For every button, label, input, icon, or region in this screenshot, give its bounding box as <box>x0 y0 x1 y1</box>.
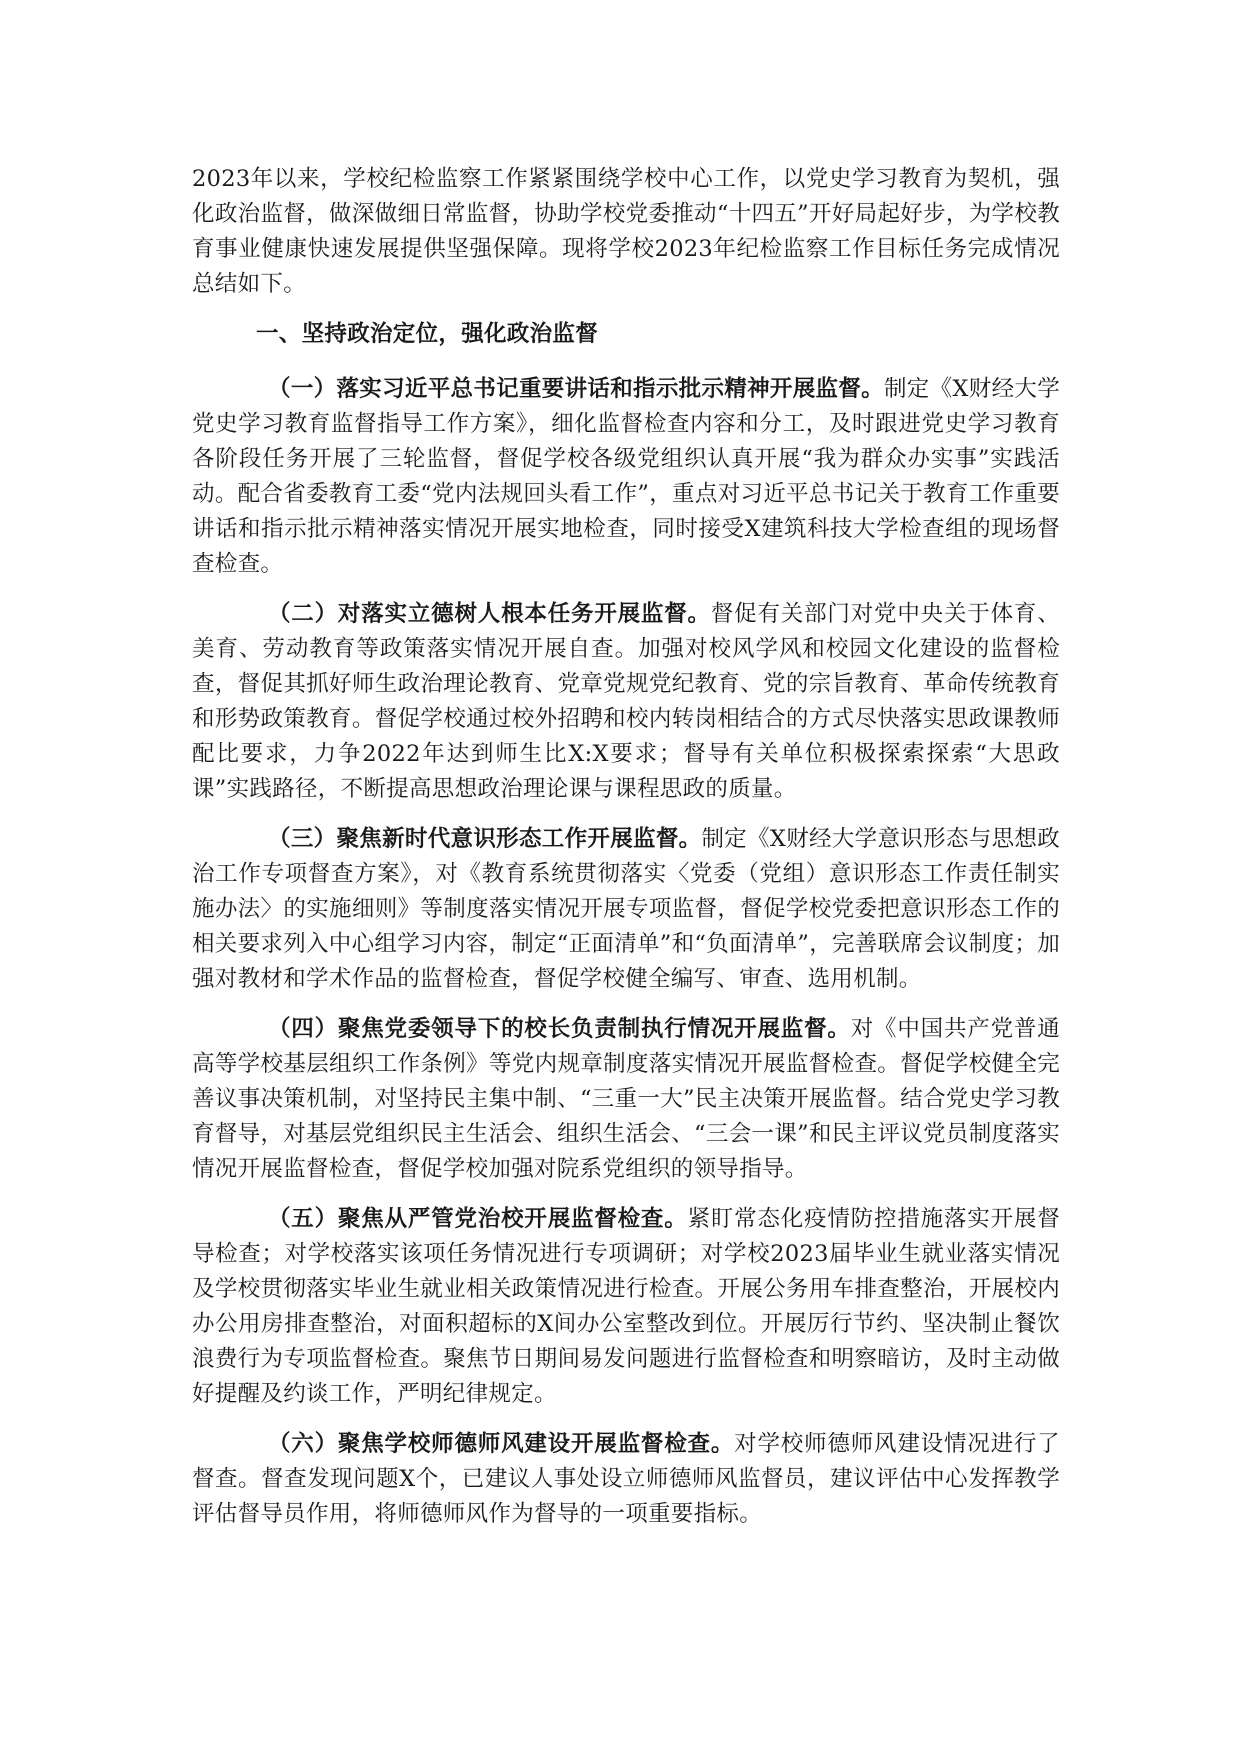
item-body-5: 紧盯常态化疫情防控措施落实开展督导检查；对学校落实该项任务情况进行专项调研；对学校2023届毕业生就业落实情况及学校贯彻落实毕业生就业相关政策情况进行检查。开展公务用车排查整治，开展校内办公用房排查整治，对面积超标的X间办公室整改到位。开展厉行节约、坚决制止餐饮浪费行为专项监督检查。聚焦节日期间易发问题进行监督检查和明察暗访，及时主动做好提醒及约谈工作，严明纪律规定。 <box>192 1206 1060 1407</box>
item-body-6: 对学校师德师风建设情况进行了督查。督查发现问题X个，已建议人事处设立师德师风监督员，建议评估中心发挥教学评估督导员作用，将师德师风作为督导的一项重要指标。 <box>192 1431 1060 1527</box>
item-paragraph-2 <box>192 597 1060 807</box>
item-heading-3: （三）聚焦新时代意识形态工作开展监督。 <box>268 826 702 852</box>
item-heading-1: （一）落实习近平总书记重要讲话和指示批示精神开展监督。 <box>268 376 884 402</box>
item-paragraph-5 <box>192 1202 1060 1412</box>
item-paragraph-3 <box>192 822 1060 997</box>
intro-paragraph: 2023年以来，学校纪检监察工作紧紧围绕学校中心工作，以党史学习教育为契机，强化政治监督，做深做细日常监督，协助学校党委推动“十四五”开好局起好步，为学校教育事业健康快速发展提供坚强保障。现将学校2023年纪检监察工作目标任务完成情况总结如下。 <box>192 166 1060 297</box>
document-body <box>192 162 1060 1547</box>
section-heading-1: 一、坚持政治定位，强化政治监督 <box>256 321 599 347</box>
item-heading-4: （四）聚焦党委领导下的校长负责制执行情况开展监督。 <box>268 1016 851 1042</box>
item-heading-2: （二）对落实立德树人根本任务开展监督。 <box>268 601 711 627</box>
item-heading-5: （五）聚焦从严管党治校开展监督检查。 <box>268 1206 688 1232</box>
item-heading-6: （六）聚焦学校师德师风建设开展监督检查。 <box>268 1431 735 1457</box>
item-paragraph-6 <box>192 1427 1060 1532</box>
item-body-4: 对《中国共产党普通高等学校基层组织工作条例》等党内规章制度落实情况开展监督检查。督促学校健全完善议事决策机制，对坚持民主集中制、“三重一大”民主决策开展监督。结合党史学习教育督导，对基层党组织民主生活会、组织生活会、“三会一课”和民主评议党员制度落实情况开展监督检查，督促学校加强对院系党组织的领导指导。 <box>192 1016 1060 1182</box>
item-paragraph-4 <box>192 1012 1060 1187</box>
item-body-1: 制定《X财经大学党史学习教育监督指导工作方案》，细化监督检查内容和分工，及时跟进党史学习教育各阶段任务开展了三轮监督，督促学校各级党组织认真开展“我为群众办实事”实践活动。配合省委教育工委“党内法规回头看工作”，重点对习近平总书记关于教育工作重要讲话和指示批示精神落实情况开展实地检查，同时接受X建筑科技大学检查组的现场督查检查。 <box>192 376 1060 577</box>
item-paragraph-1 <box>192 372 1060 582</box>
item-body-3: 制定《X财经大学意识形态与思想政治工作专项督查方案》，对《教育系统贯彻落实〈党委（党组）意识形态工作责任制实施办法〉的实施细则》等制度落实情况开展专项监督，督促学校党委把意识形态工作的相关要求列入中心组学习内容，制定“正面清单”和“负面清单”，完善联席会议制度；加强对教材和学术作品的监督检查，督促学校健全编写、审查、选用机制。 <box>192 826 1061 992</box>
item-body-2: 督促有关部门对党中央关于体育、美育、劳动教育等政策落实情况开展自查。加强对校风学风和校园文化建设的监督检查，督促其抓好师生政治理论教育、党章党规党纪教育、党的宗旨教育、革命传统教育和形势政策教育。督促学校通过校外招聘和校内转岗相结合的方式尽快落实思政课教师配比要求，力争2022年达到师生比X:X要求；督导有关单位积极探索探索“大思政课”实践路径，不断提高思想政治理论课与课程思政的质量。 <box>192 601 1060 802</box>
